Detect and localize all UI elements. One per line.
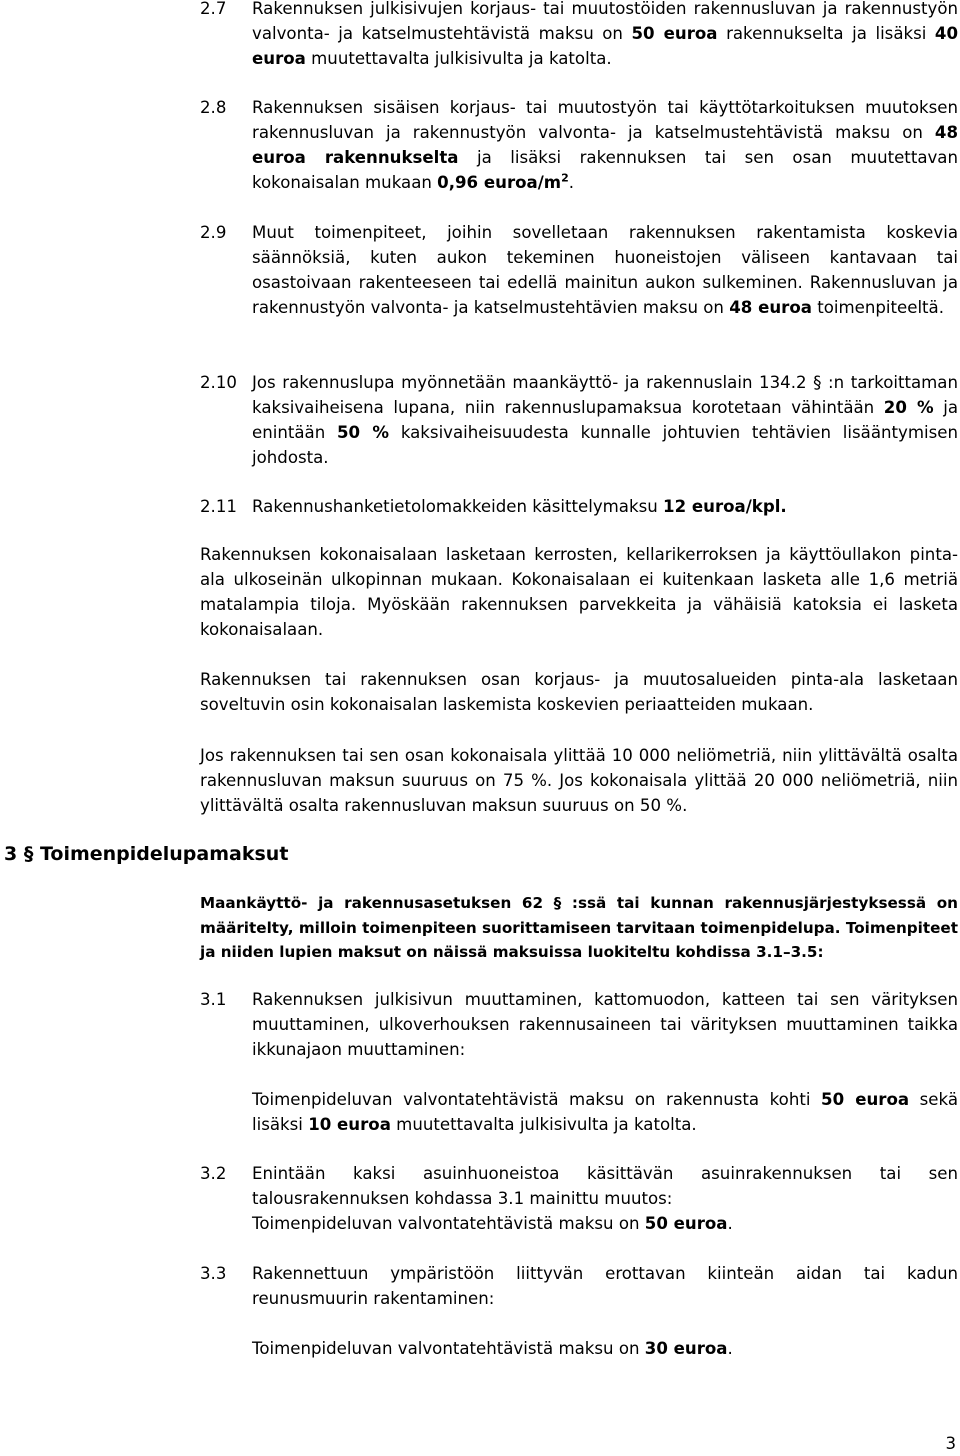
paragraph-kokonaisala: Rakennuksen kokonaisalaan lasketaan kerrosten, kellarikerroksen ja käyttöullakon pinta-ala ulkoseinän ulkopinnan mukaan. Kokonaisalaan ei kuitenkaan lasketa alle 1,6 metriä matalampia tiloja. Myöskään rakennuksen parvekkeita ja vähäisiä katoksia ei lasketa kokonaisalaan. <box>200 545 958 639</box>
text-run: Rakennushanketietolomakkeiden käsittelymaksu <box>252 497 664 516</box>
item-text <box>252 0 958 71</box>
item-number: 3.3 <box>200 1264 227 1283</box>
bold-text: 48 euroa <box>729 298 812 317</box>
item-number: 2.7 <box>200 0 227 18</box>
text-run: Rakennettuun ympäristöön liittyvän erottavan kiinteän aidan tai kadun reunusmuurin rakentaminen: <box>252 1264 958 1308</box>
section-heading: 3 § Toimenpidelupamaksut <box>4 843 289 865</box>
text-run: . <box>568 173 575 192</box>
text-run: muutettavalta julkisivulta ja katolta. <box>305 49 612 68</box>
item-text <box>252 220 958 320</box>
text-run: muutettavalta julkisivulta ja katolta. <box>390 1115 697 1134</box>
bold-text: 12 euroa/kpl. <box>663 497 787 516</box>
item-text <box>252 1161 958 1236</box>
item-2-7 <box>200 0 958 71</box>
text-run: Rakennuksen sisäisen korjaus- tai muutostyön tai käyttötarkoituksen muutoksen rakennusluvan ja rakennustyön valvonta- ja katselmustehtävistä maksu on <box>252 98 958 142</box>
text-run: . <box>727 1214 733 1233</box>
text-run: ja lisäksi rakennuksen tai sen osan muutettavan kokonaisalan mukaan <box>252 148 958 192</box>
text-run: . <box>727 1339 733 1358</box>
bold-text: 40 euroa <box>252 24 959 68</box>
item-text <box>252 95 958 195</box>
bold-text: 10 euroa <box>308 1115 391 1134</box>
text-run: Muut toimenpiteet, joihin sovelletaan rakennuksen rakentamista koskevia säännöksiä, kuten aukon tekeminen huoneistojen väliseen kantavaan tai osastoivaan rakenteeseen tai edellä mainitun aukon sulkeminen. Rakennusluvan ja rakennustyön valvonta- ja katselmustehtävien maksu on <box>252 223 958 317</box>
item-3-3 <box>200 1261 958 1311</box>
item-number: 3.2 <box>200 1164 227 1183</box>
fee-paragraph-3-3 <box>252 1336 958 1361</box>
text-run: Jos rakennuslupa myönnetään maankäyttö- ja rakennuslain 134.2 § :n tarkoittaman kaksivaiheisena lupana, niin rakennuslupamaksua korotetaan vähintään <box>252 373 958 417</box>
item-text <box>252 494 958 519</box>
item-number: 2.11 <box>200 497 237 516</box>
page-number: 3 <box>945 1434 956 1453</box>
bold-text: 30 euroa <box>644 1339 728 1358</box>
item-number: 2.8 <box>200 98 227 117</box>
text-run: rakennukselta ja lisäksi <box>717 24 935 43</box>
item-number: 3.1 <box>200 990 227 1009</box>
bold-text: 0,96 euroa/m <box>437 173 562 192</box>
bold-text: 50 % <box>337 423 390 442</box>
item-3-1 <box>200 987 958 1062</box>
bold-text: 48 euroa rakennukselta <box>252 123 958 167</box>
text-run: Toimenpideluvan valvontatehtävistä maksu on <box>252 1214 645 1233</box>
text-run: Toimenpideluvan valvontatehtävistä maksu on rakennusta kohti <box>252 1090 822 1109</box>
item-2-9 <box>200 220 958 320</box>
item-text <box>252 987 958 1062</box>
item-text <box>252 370 958 470</box>
item-2-11 <box>200 494 958 519</box>
item-2-10 <box>200 370 958 470</box>
text-run: Rakennuksen julkisivun muuttaminen, kattomuodon, katteen tai sen värityksen muuttaminen, ulkoverhouksen rakennusaineen tai värityksen muuttaminen taikka ikkunajaon muuttaminen: <box>252 990 958 1059</box>
bold-text: 2 <box>561 171 569 185</box>
text-run: ja enintään <box>252 398 958 442</box>
fee-paragraph-3-1 <box>252 1087 958 1137</box>
paragraph-korjausalueet: Rakennuksen tai rakennuksen osan korjaus- ja muutosalueiden pinta-ala lasketaan soveltuvin osin kokonaisalan laskemista koskevien periaatteiden mukaan. <box>200 670 958 714</box>
item-number: 2.9 <box>200 223 227 242</box>
text-run: Rakennuksen julkisivujen korjaus- tai muutostöiden rakennusluvan ja rakennustyön valvonta- ja katselmustehtävistä maksu on <box>252 0 958 43</box>
item-number: 2.10 <box>200 373 237 392</box>
bold-text: 50 euroa <box>631 24 718 43</box>
bold-text: 50 euroa <box>821 1090 910 1109</box>
text-run: Toimenpideluvan valvontatehtävistä maksu on <box>252 1339 645 1358</box>
bold-text: 50 euroa <box>644 1214 728 1233</box>
item-3-2 <box>200 1161 958 1236</box>
bold-text: 20 % <box>883 398 934 417</box>
item-text <box>252 1261 958 1311</box>
text-run: kaksivaiheisuudesta kunnalle johtuvien tehtävien lisääntymisen johdosta. <box>252 423 958 467</box>
text-run: Enintään kaksi asuinhuoneistoa käsittävän asuinrakennuksen tai sen talousrakennuksen kohdassa 3.1 mainittu muutos: <box>252 1164 958 1208</box>
item-2-8 <box>200 95 958 195</box>
paragraph-ylittava-osa: Jos rakennuksen tai sen osan kokonaisala ylittää 10 000 neliömetriä, niin ylittävältä osalta rakennusluvan maksun suuruus on 75 %. Jos kokonaisala ylittää 20 000 neliömetriä, niin ylittävältä osalta rakennusluvan maksun suuruus on 50 %. <box>200 746 958 815</box>
text-run: sekä lisäksi <box>252 1090 958 1134</box>
text-run: toimenpiteeltä. <box>811 298 944 317</box>
section-intro: Maankäyttö- ja rakennusasetuksen 62 § :ssä tai kunnan rakennusjärjestyksessä on määritelty, milloin toimenpiteen suorittamiseen tarvitaan toimenpidelupa. Toimenpiteet ja niiden lupien maksut on näissä maksuissa luokiteltu kohdissa 3.1–3.5: <box>200 894 958 961</box>
